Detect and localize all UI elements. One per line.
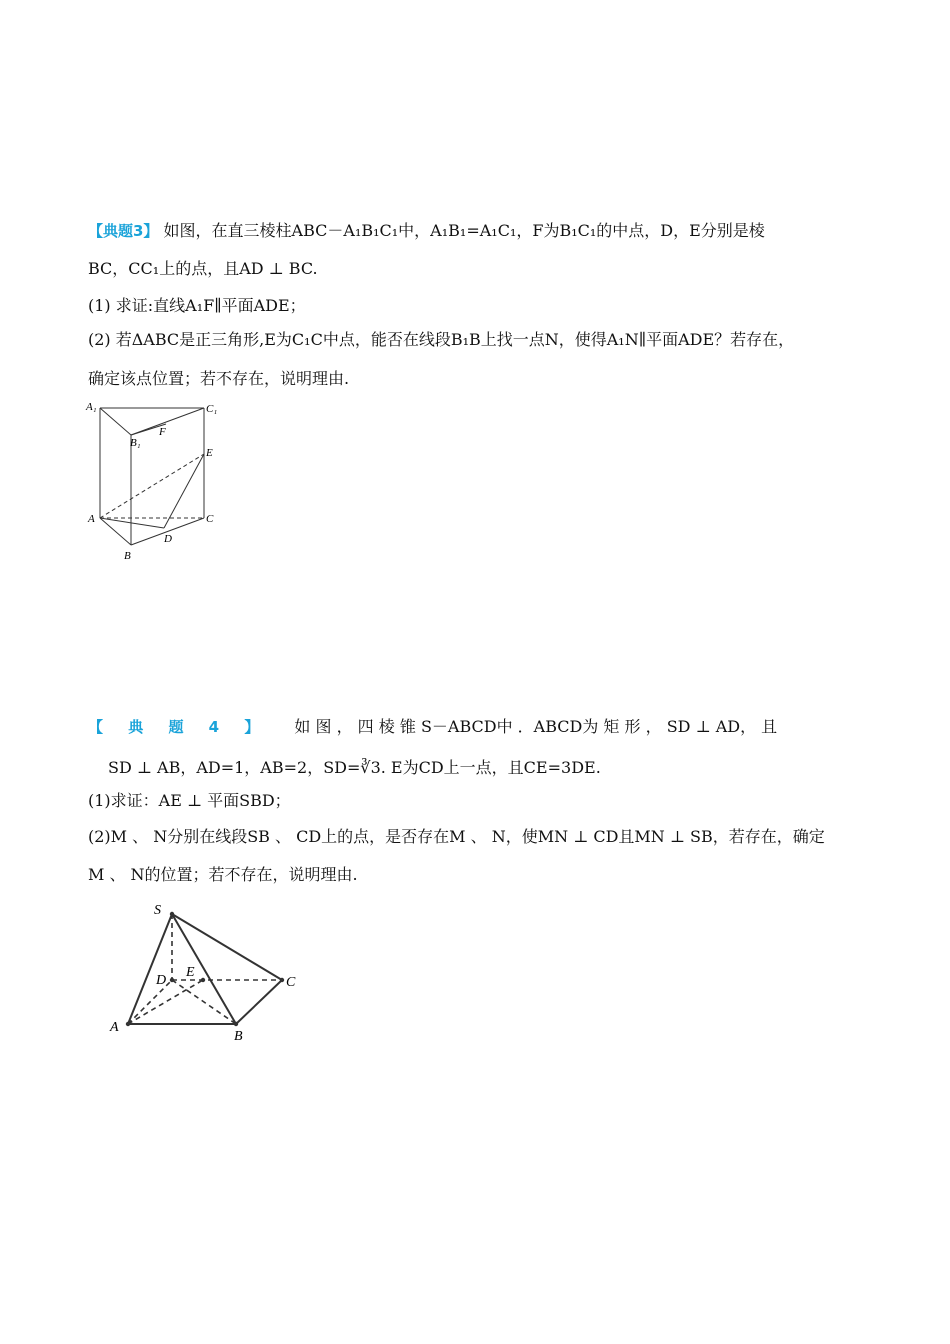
pyramid-figure (104, 896, 314, 1046)
problem3-part2: (2) 若ΔABC是正三角形,E为C₁C中点，能否在线段B₁B上找一点N，使得A₁N∥平面ADE？若存在， (88, 330, 795, 349)
problem4-part2-cont: M 、 N的位置；若不存在，说明理由. (88, 865, 358, 884)
problem3-line4 (88, 329, 794, 351)
problem4-line3 (88, 790, 291, 812)
problem3-line2 (88, 258, 318, 280)
label-B: B (124, 550, 131, 562)
label-S: S (154, 903, 161, 918)
label-A1: A₁ (86, 401, 97, 413)
problem3-line1 (88, 220, 765, 242)
problem3-text-1: 如图，在直三棱柱ABC－A₁B₁C₁中，A₁B₁=A₁C₁，F为B₁C₁的中点，D，E分别是棱 (163, 221, 765, 240)
label-E: E (186, 965, 195, 980)
label-C1: C₁ (206, 403, 218, 415)
label-C: C (286, 975, 296, 990)
problem4-text-2: SD ⊥ AB，AD=1，AB=2，SD=∛3. E为CD上一点，且CE=3DE. (108, 758, 601, 777)
label-E: E (206, 447, 213, 459)
problem4-line5 (88, 864, 358, 886)
problem3-text-2: BC，CC₁上的点，且AD ⊥ BC. (88, 259, 318, 278)
label-B: B (234, 1029, 243, 1044)
problem4-text-1: 如 图 ， 四 棱 锥 S－ABCD中 ．ABCD为 矩 形 ， SD ⊥ AD， 且 (294, 717, 778, 736)
label-D: D (156, 973, 167, 988)
problem4-line2 (108, 757, 601, 779)
problem4-part2: (2)M 、 N分别在线段SB 、 CD上的点，是否存在M 、 N，使MN ⊥ CD且MN ⊥ SB，若存在，确定 (88, 827, 825, 846)
prism-figure (84, 398, 224, 568)
problem3-line5 (88, 368, 349, 390)
problem3-part2-cont: 确定该点位置；若不存在，说明理由. (88, 369, 350, 388)
label-F: F (159, 426, 166, 438)
label-B1: B₁ (130, 437, 141, 449)
problem4-line4 (88, 826, 825, 848)
problem3-tag: 【典题3】 (88, 222, 159, 240)
problem3-part1: (1) 求证:直线A₁F∥平面ADE； (88, 296, 306, 315)
problem4-part1: (1)求证：AE ⊥ 平面SBD； (88, 791, 291, 810)
problem4-line1 (88, 716, 777, 738)
label-D: D (164, 533, 172, 545)
problem3-line3 (88, 295, 306, 317)
label-A: A (88, 513, 95, 525)
label-A: A (110, 1020, 119, 1035)
problem4-tag: 【 典 题 4 】 (88, 718, 270, 736)
label-C: C (206, 513, 214, 525)
